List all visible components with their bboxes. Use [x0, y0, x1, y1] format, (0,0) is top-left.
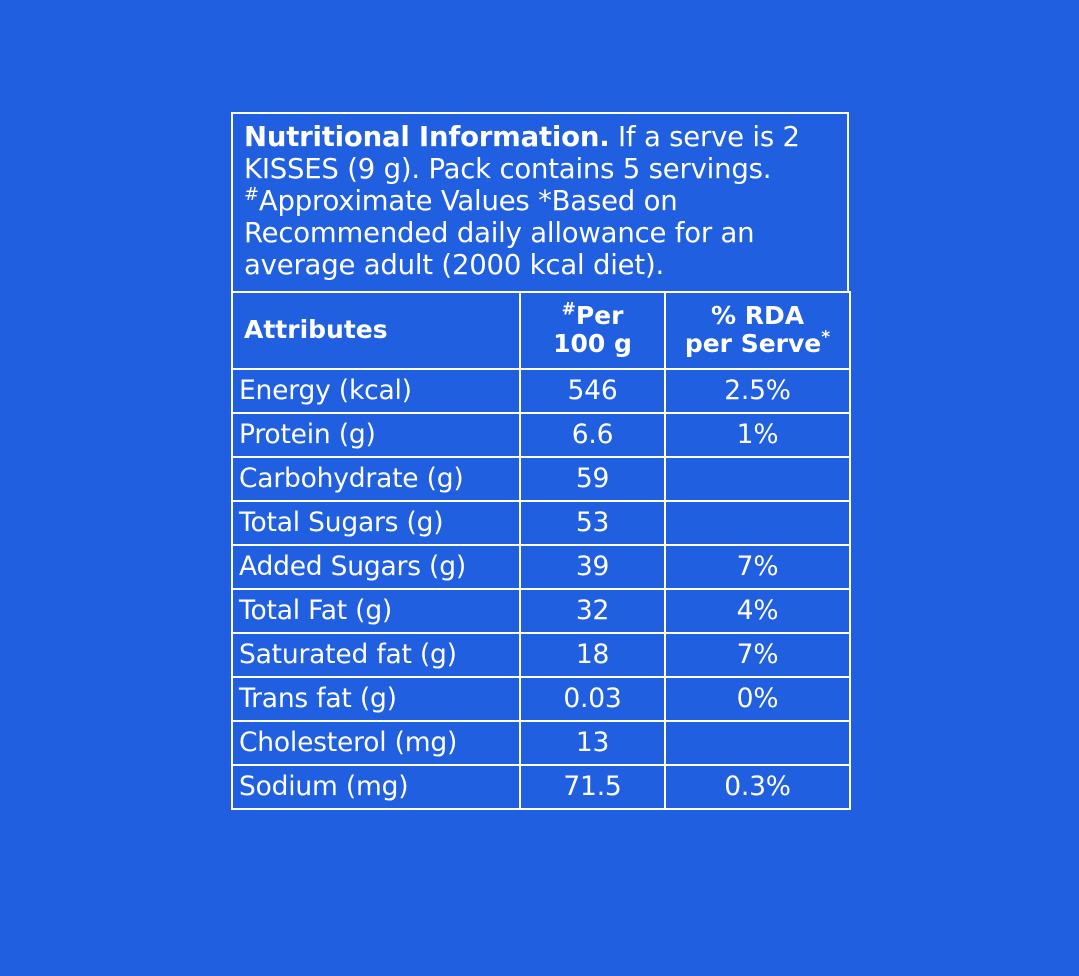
row-attribute: Added Sugars (g) — [232, 545, 520, 589]
row-per-100g: 546 — [520, 369, 665, 413]
approx-marker: # — [244, 183, 259, 205]
per-approx-marker: # — [561, 300, 576, 321]
row-per-100g: 59 — [520, 457, 665, 501]
column-header-attributes: Attributes — [232, 292, 520, 369]
table-row — [232, 501, 850, 545]
table-body — [232, 369, 850, 809]
row-rda: 0.3% — [665, 765, 850, 809]
row-attribute: Cholesterol (mg) — [232, 721, 520, 765]
table-row — [232, 765, 850, 809]
row-rda — [665, 457, 850, 501]
intro-text-part2: Approximate Values *Based on Recommended daily allowance for an average adult (2000 kcal diet). — [244, 184, 755, 281]
rda-marker: * — [821, 327, 831, 348]
panel-heading: Nutritional Information. — [244, 121, 610, 153]
nutrition-panel — [231, 112, 849, 810]
intro-text-part1: If a serve is 2 KISSES (9 g). Pack contains 5 servings. — [244, 121, 800, 185]
table-row — [232, 457, 850, 501]
rda-line2: per Serve — [684, 328, 822, 358]
table-row — [232, 677, 850, 721]
rda-line1: % RDA — [710, 301, 805, 331]
row-attribute: Saturated fat (g) — [232, 633, 520, 677]
row-per-100g: 18 — [520, 633, 665, 677]
row-attribute: Energy (kcal) — [232, 369, 520, 413]
row-per-100g: 6.6 — [520, 413, 665, 457]
row-attribute: Protein (g) — [232, 413, 520, 457]
row-rda: 4% — [665, 589, 850, 633]
per-line2: 100 g — [553, 328, 632, 358]
row-attribute: Trans fat (g) — [232, 677, 520, 721]
table-row — [232, 545, 850, 589]
row-rda — [665, 501, 850, 545]
table-row — [232, 721, 850, 765]
column-header-rda — [665, 292, 850, 369]
nutrition-table — [231, 291, 851, 810]
row-rda: 2.5% — [665, 369, 850, 413]
row-per-100g: 39 — [520, 545, 665, 589]
row-attribute: Carbohydrate (g) — [232, 457, 520, 501]
row-per-100g: 13 — [520, 721, 665, 765]
row-per-100g: 0.03 — [520, 677, 665, 721]
row-per-100g: 53 — [520, 501, 665, 545]
row-rda — [665, 721, 850, 765]
per-line1: Per — [575, 301, 624, 331]
column-header-per-100g — [520, 292, 665, 369]
row-attribute: Sodium (mg) — [232, 765, 520, 809]
row-attribute: Total Fat (g) — [232, 589, 520, 633]
row-rda: 1% — [665, 413, 850, 457]
row-rda: 0% — [665, 677, 850, 721]
row-per-100g: 71.5 — [520, 765, 665, 809]
table-header — [232, 292, 850, 369]
intro-block — [231, 112, 849, 291]
table-row — [232, 413, 850, 457]
table-row — [232, 369, 850, 413]
row-rda: 7% — [665, 633, 850, 677]
row-per-100g: 32 — [520, 589, 665, 633]
row-attribute: Total Sugars (g) — [232, 501, 520, 545]
table-row — [232, 633, 850, 677]
table-row — [232, 589, 850, 633]
header-row — [232, 292, 850, 369]
row-rda: 7% — [665, 545, 850, 589]
